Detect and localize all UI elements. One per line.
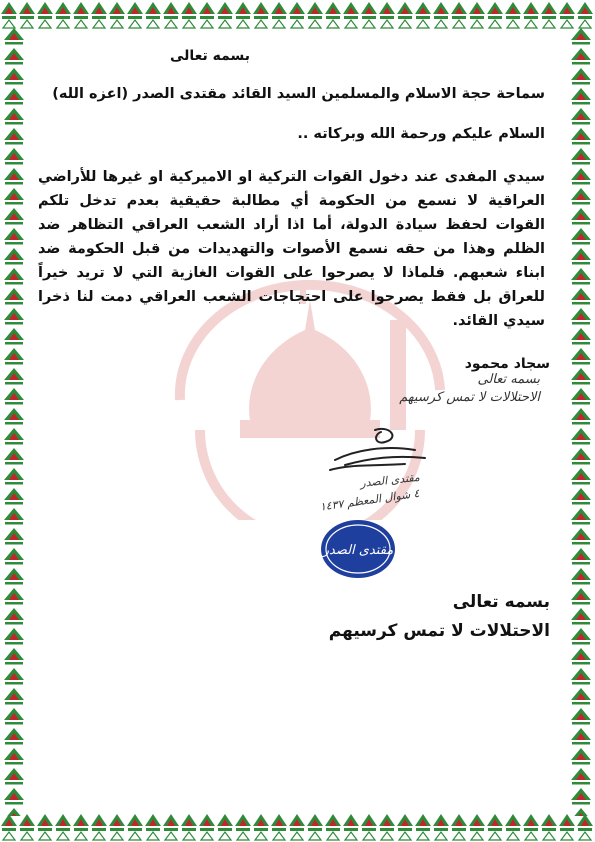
border-left-pattern [0,26,28,816]
letter-heading: بسمه تعالى [169,48,251,64]
border-top-pattern [0,0,595,30]
handwritten-date: ٤ شوال المعظم ١٤٣٧ [319,486,421,514]
reply-heading: بسمه تعالى [452,592,550,612]
letter-body: سيدي المفدى عند دخول القوات التركية او الاميركية او غيرها للأراضي العراقية لا نسمع من الحكومة أي مطالبة حقيقية بعدم تدخل تلكم القوات لحفظ سيادة الدولة، أما اذا أراد الشعب العراقي التظاهر ضد الظلم وهذا من حقه نسمع الأصوات والتهديدات من قبل الحكومة ضد ابناء شعبهم. فلماذا لا يصرحوا على القوات الغازية التي لا تريد خيراً للعراق بل فقط يصرحوا على احتجاجات الشعب العراقي دمت لنا ذخرا سيدي القائد. [38,169,545,329]
seal-text: مقتدى الصدر [322,543,394,558]
letter-sender-name: سجاد محمود [464,356,550,372]
handwritten-reply: الاحتلالات لا تمس كرسيهم [399,390,540,405]
border-right-pattern [567,26,595,816]
handwritten-heading: بسمه تعالى [477,372,540,387]
letter-addressee: سماحة حجة الاسلام والمسلمين السيد القائد مقتدى الصدر (اعزه الله) [52,86,545,102]
handwritten-signature-name: مقتدى الصدر [359,470,421,490]
border-bottom-pattern [0,812,595,842]
letter-greeting: السلام عليكم ورحمة الله وبركاته .. [297,126,545,142]
reply-text: الاحتلالات لا تمس كرسيهم [328,621,550,641]
blue-seal-stamp-icon [318,517,398,581]
